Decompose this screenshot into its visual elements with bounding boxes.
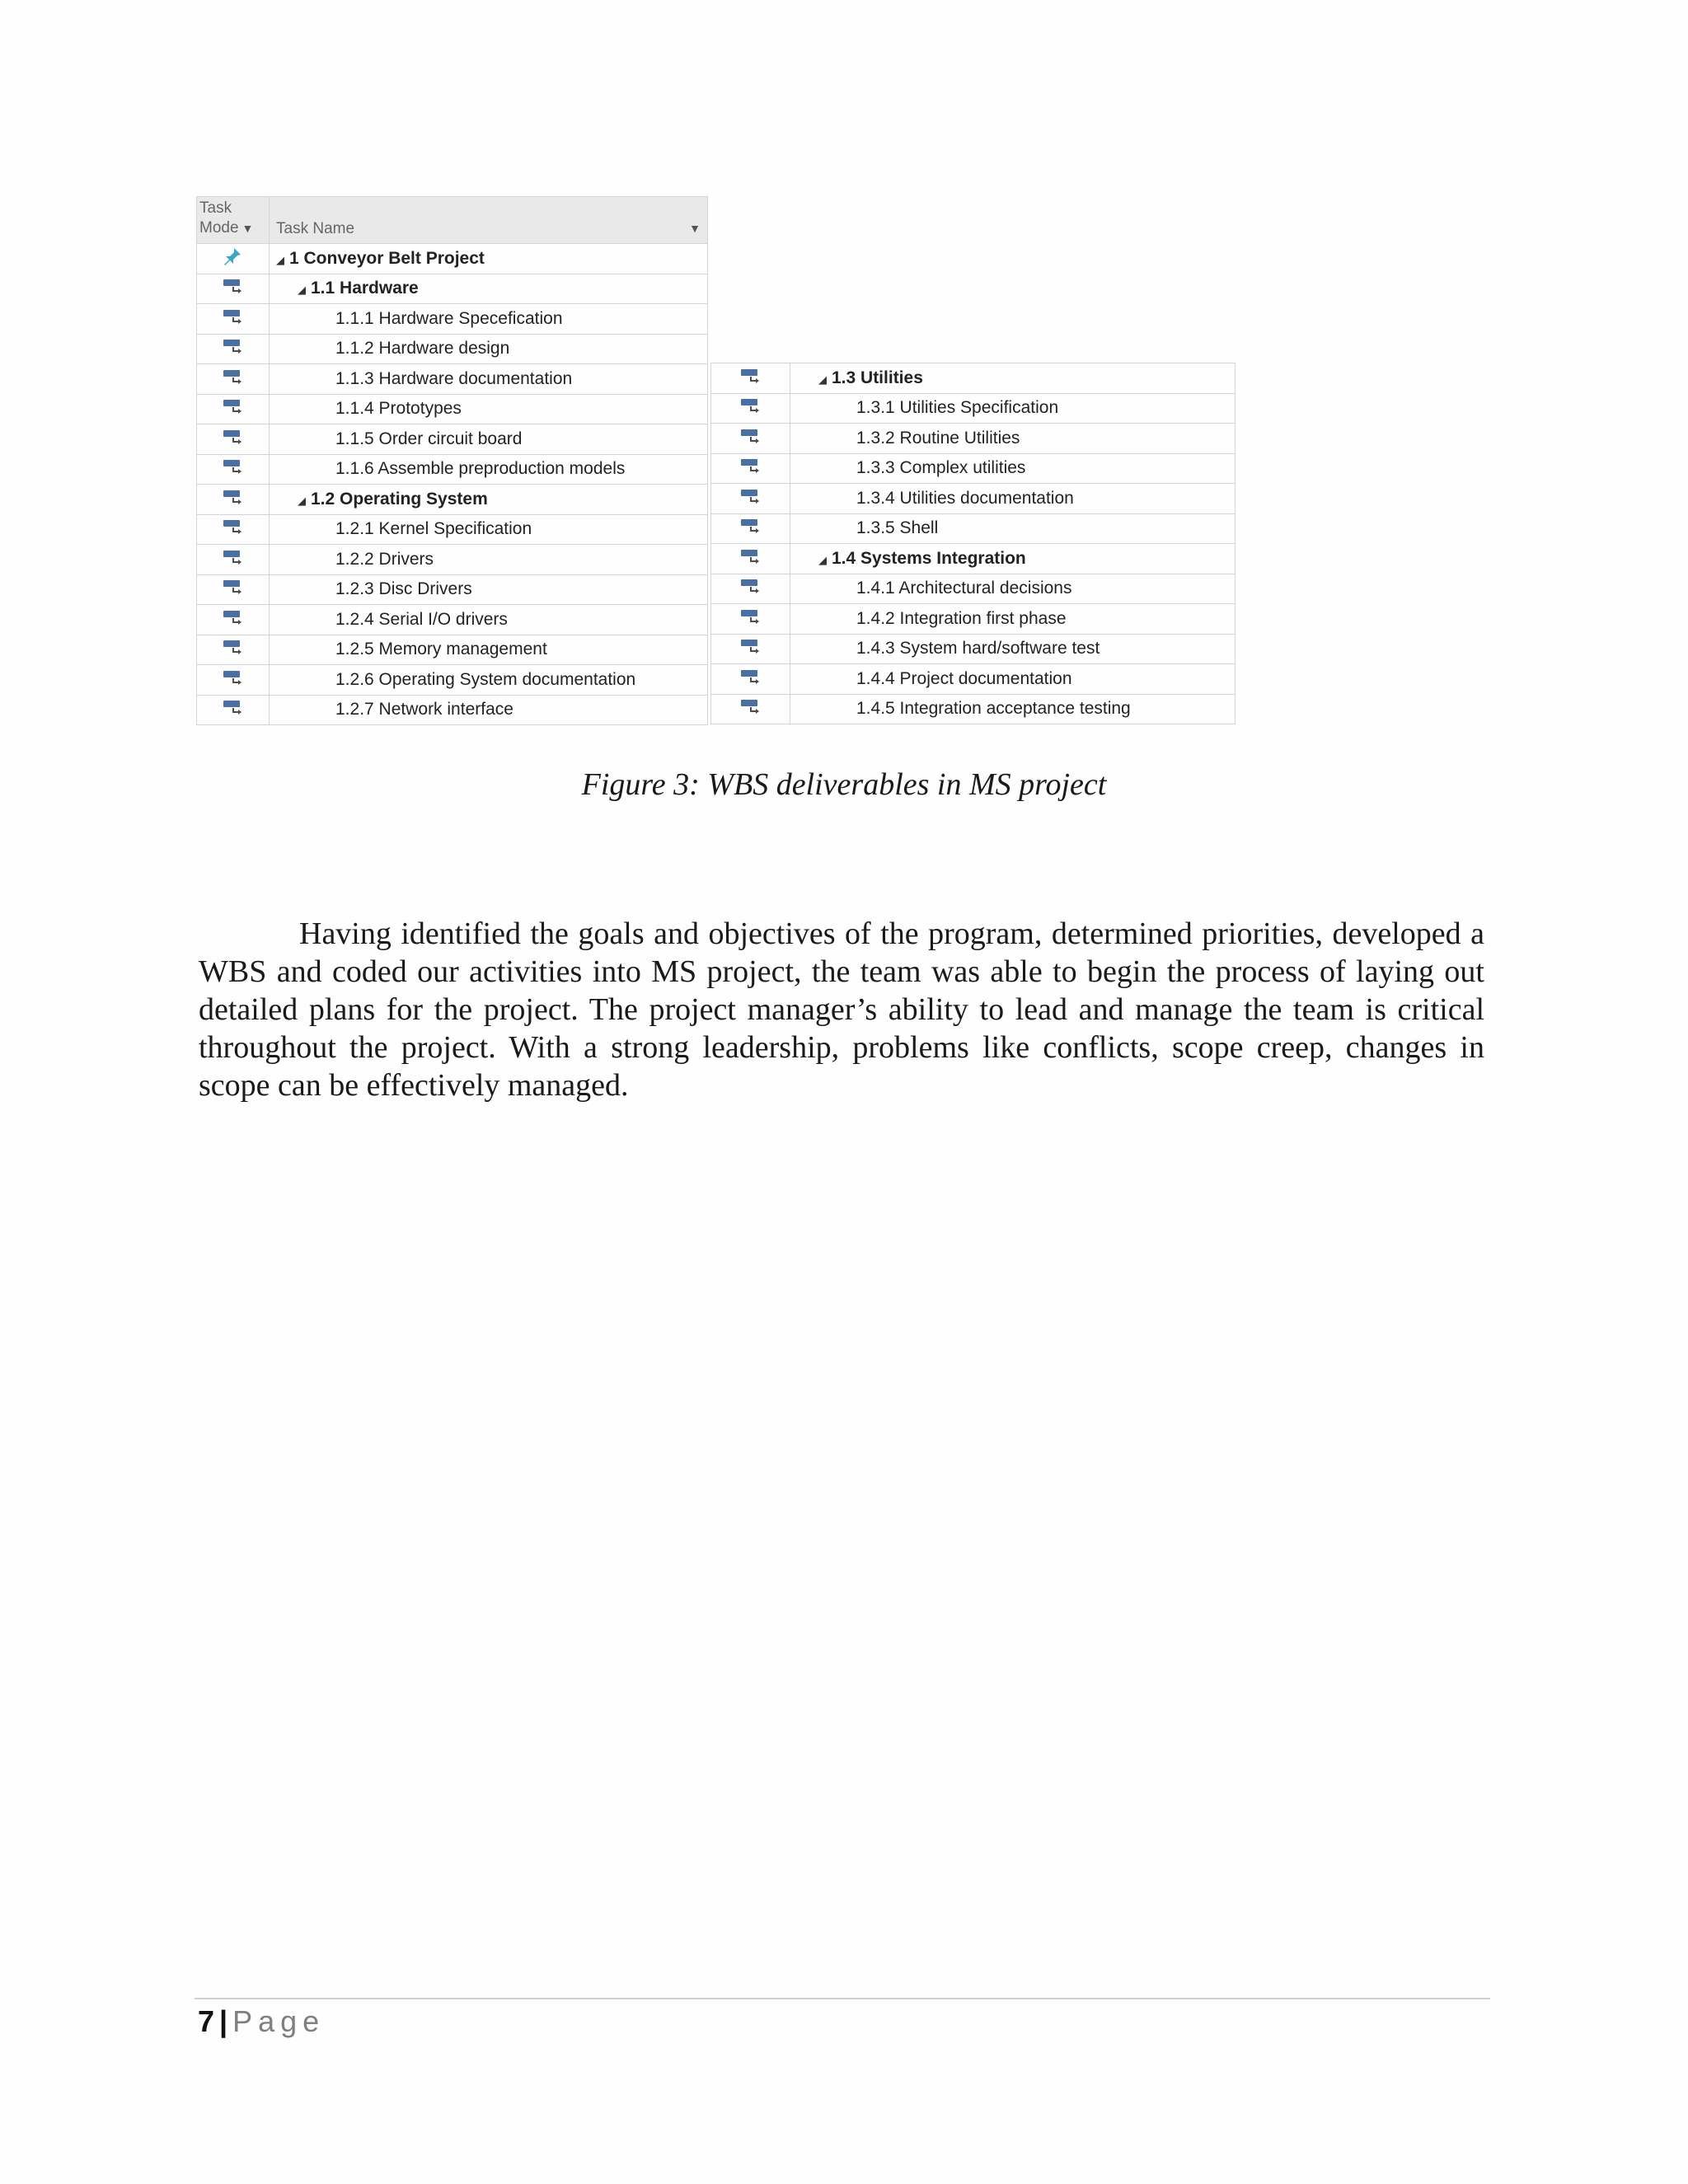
task-name-label: 1 Conveyor Belt Project: [289, 248, 485, 268]
auto-scheduled-icon: [197, 695, 270, 725]
task-name-cell[interactable]: [270, 304, 708, 335]
task-name-cell[interactable]: [270, 274, 708, 304]
table-row[interactable]: [197, 545, 708, 575]
table-row[interactable]: [711, 363, 1236, 394]
task-name-label: 1.1.3 Hardware documentation: [335, 368, 573, 388]
table-row[interactable]: [711, 424, 1236, 454]
task-name-label: 1.2.5 Memory management: [335, 640, 547, 659]
task-name-label: 1.2.3 Disc Drivers: [335, 579, 472, 599]
table-row[interactable]: [197, 394, 708, 424]
auto-scheduled-icon: [711, 424, 790, 454]
task-name-cell[interactable]: [270, 545, 708, 575]
auto-scheduled-icon: [197, 424, 270, 455]
collapse-triangle-icon[interactable]: ◢: [818, 553, 827, 566]
table-row[interactable]: [197, 364, 708, 395]
task-name-cell[interactable]: [790, 453, 1236, 484]
task-name-label: 1.4.1 Architectural decisions: [856, 579, 1072, 598]
task-name-cell[interactable]: [270, 485, 708, 515]
task-name-cell[interactable]: [270, 635, 708, 665]
task-name-label: 1.1.4 Prototypes: [335, 399, 462, 419]
task-name-label: 1.3.5 Shell: [856, 518, 939, 538]
table-row[interactable]: [711, 664, 1236, 695]
task-name-label: 1.1.2 Hardware design: [335, 339, 510, 359]
auto-scheduled-icon: [711, 694, 790, 724]
table-row[interactable]: [197, 574, 708, 605]
task-name-cell[interactable]: [790, 604, 1236, 635]
footer-divider: [195, 1998, 1490, 1999]
task-name-label: 1.4.3 System hard/software test: [856, 639, 1100, 658]
task-name-label: 1.4.4 Project documentation: [856, 668, 1072, 688]
task-name-label: 1.4.2 Integration first phase: [856, 608, 1067, 628]
task-name-cell[interactable]: [790, 424, 1236, 454]
auto-scheduled-icon: [197, 665, 270, 696]
task-name-label: 1.3.4 Utilities documentation: [856, 488, 1074, 508]
table-row[interactable]: [197, 635, 708, 665]
task-name-cell[interactable]: [270, 244, 708, 274]
table-row[interactable]: [197, 695, 708, 725]
task-name-cell[interactable]: [270, 424, 708, 455]
task-name-label: 1.3.2 Routine Utilities: [856, 428, 1020, 448]
task-name-header[interactable]: [270, 197, 708, 244]
table-row[interactable]: [711, 694, 1236, 724]
task-mode-header-line1: Task: [199, 199, 232, 217]
task-name-cell[interactable]: [270, 665, 708, 696]
table-row[interactable]: [711, 453, 1236, 484]
auto-scheduled-icon: [711, 363, 790, 394]
task-name-label: 1.1 Hardware: [311, 279, 419, 298]
auto-scheduled-icon: [711, 484, 790, 514]
auto-scheduled-icon: [711, 574, 790, 604]
task-name-cell[interactable]: [790, 544, 1236, 574]
dropdown-arrow-icon[interactable]: ▼: [241, 222, 254, 235]
table-header-row: [197, 197, 708, 244]
auto-scheduled-icon: [197, 394, 270, 424]
collapse-triangle-icon[interactable]: ◢: [818, 373, 827, 386]
task-name-cell[interactable]: [270, 695, 708, 725]
task-name-cell[interactable]: [270, 364, 708, 395]
collapse-triangle-icon[interactable]: ◢: [276, 253, 284, 266]
auto-scheduled-icon: [197, 454, 270, 485]
table-row[interactable]: [711, 634, 1236, 664]
auto-scheduled-icon: [197, 514, 270, 545]
table-row[interactable]: [197, 514, 708, 545]
table-row[interactable]: [197, 605, 708, 635]
task-name-cell[interactable]: [790, 484, 1236, 514]
wbs-left-table: [196, 196, 708, 725]
task-name-label: 1.2.4 Serial I/O drivers: [335, 609, 508, 629]
task-name-label: 1.2.6 Operating System documentation: [335, 669, 636, 689]
table-row[interactable]: [711, 513, 1236, 544]
wbs-right-table: [710, 363, 1236, 724]
task-name-label: 1.3 Utilities: [832, 368, 923, 387]
table-row[interactable]: [711, 393, 1236, 424]
table-row[interactable]: [197, 424, 708, 455]
task-name-cell[interactable]: [790, 574, 1236, 604]
table-row[interactable]: [197, 244, 708, 274]
task-name-label: 1.4 Systems Integration: [832, 548, 1026, 568]
table-row[interactable]: [197, 304, 708, 335]
auto-scheduled-icon: [197, 485, 270, 515]
dropdown-arrow-icon[interactable]: ▼: [689, 222, 701, 235]
task-name-label: 1.2 Operating System: [311, 489, 488, 509]
task-name-cell[interactable]: [790, 634, 1236, 664]
auto-scheduled-icon: [197, 605, 270, 635]
task-name-cell[interactable]: [270, 514, 708, 545]
task-name-label: 1.4.5 Integration acceptance testing: [856, 699, 1131, 719]
table-row[interactable]: [197, 485, 708, 515]
task-name-cell[interactable]: [790, 513, 1236, 544]
pin-icon: [197, 244, 270, 274]
auto-scheduled-icon: [197, 364, 270, 395]
task-name-label: 1.3.3 Complex utilities: [856, 458, 1026, 478]
task-name-cell[interactable]: [270, 574, 708, 605]
table-row[interactable]: [197, 665, 708, 696]
auto-scheduled-icon: [711, 604, 790, 635]
footer-separator: |: [219, 2004, 228, 2038]
task-name-label: 1.3.1 Utilities Specification: [856, 398, 1059, 418]
collapse-triangle-icon[interactable]: ◢: [298, 284, 306, 297]
table-row[interactable]: [711, 574, 1236, 604]
table-row[interactable]: [711, 484, 1236, 514]
table-row[interactable]: [197, 334, 708, 364]
table-row[interactable]: [711, 604, 1236, 635]
task-name-cell[interactable]: [270, 454, 708, 485]
body-paragraph: Having identified the goals and objectives of the program, determined priorities, developed a WBS and coded our activities into MS project, the team was able to begin the process of laying out detailed plans for the project. The project manager’s ability to lead and manage the team is critical throughout the project. With a strong leadership, problems like conflicts, scope creep, changes in scope can be effectively managed.: [199, 916, 1484, 1103]
task-name-header-label: Task Name: [276, 220, 355, 237]
task-name-label: 1.1.5 Order circuit board: [335, 429, 523, 448]
page-number: 7: [198, 2004, 215, 2038]
task-name-label: 1.2.1 Kernel Specification: [335, 519, 532, 539]
task-name-label: 1.1.1 Hardware Specefication: [335, 308, 563, 328]
page-footer: [198, 2004, 325, 2039]
task-name-label: 1.2.2 Drivers: [335, 549, 434, 569]
figure-caption: Figure 3: WBS deliverables in MS project: [581, 767, 1107, 802]
auto-scheduled-icon: [711, 513, 790, 544]
task-mode-header[interactable]: [197, 197, 270, 244]
task-name-cell[interactable]: [790, 393, 1236, 424]
auto-scheduled-icon: [197, 545, 270, 575]
collapse-triangle-icon[interactable]: ◢: [298, 494, 306, 507]
auto-scheduled-icon: [711, 544, 790, 574]
auto-scheduled-icon: [197, 334, 270, 364]
auto-scheduled-icon: [197, 304, 270, 335]
page-label: Page: [232, 2004, 326, 2038]
task-name-cell[interactable]: [270, 605, 708, 635]
task-name-label: 1.1.6 Assemble preproduction models: [335, 459, 626, 479]
table-row[interactable]: [197, 454, 708, 485]
task-mode-header-line2: Mode: [199, 219, 239, 237]
task-name-cell[interactable]: [270, 394, 708, 424]
auto-scheduled-icon: [711, 453, 790, 484]
task-name-cell[interactable]: [270, 334, 708, 364]
auto-scheduled-icon: [197, 274, 270, 304]
auto-scheduled-icon: [197, 574, 270, 605]
table-row[interactable]: [711, 544, 1236, 574]
auto-scheduled-icon: [711, 634, 790, 664]
task-name-cell[interactable]: [790, 694, 1236, 724]
task-name-cell[interactable]: [790, 363, 1236, 394]
task-name-label: 1.2.7 Network interface: [335, 700, 513, 719]
auto-scheduled-icon: [711, 393, 790, 424]
task-name-cell[interactable]: [790, 664, 1236, 695]
auto-scheduled-icon: [197, 635, 270, 665]
table-row[interactable]: [197, 274, 708, 304]
auto-scheduled-icon: [711, 664, 790, 695]
